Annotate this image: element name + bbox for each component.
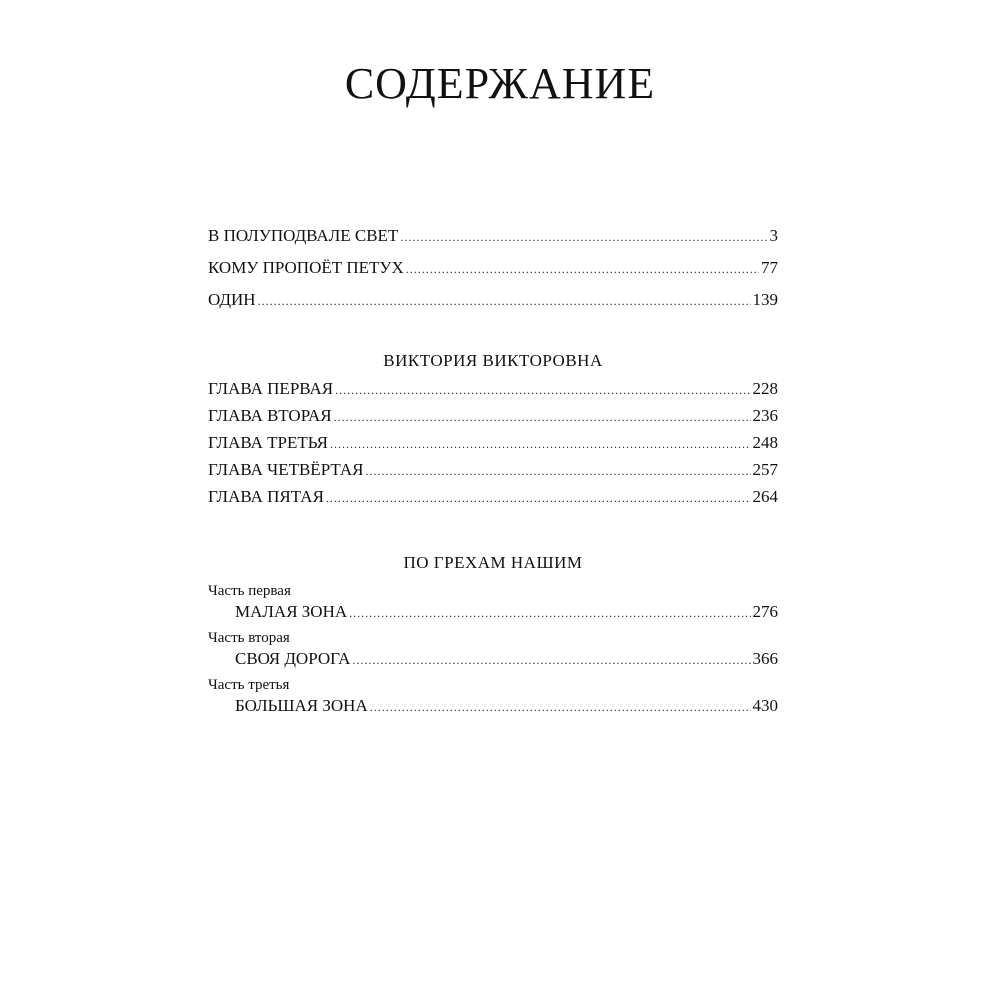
entry-page: 257 — [752, 460, 778, 479]
section1-entries — [208, 378, 778, 508]
entry-title: ГЛАВА ЧЕТВЁРТАЯ — [208, 460, 364, 479]
entry-title: КОМУ ПРОПОЁТ ПЕТУХ — [208, 258, 404, 277]
entry-page: 228 — [752, 379, 778, 398]
dot-leader — [370, 696, 751, 718]
entry-title: ГЛАВА ПЕРВАЯ — [208, 379, 334, 398]
page-title: СОДЕРЖАНИЕ — [344, 59, 656, 108]
toc-entry — [208, 225, 778, 247]
dot-leader — [330, 433, 751, 455]
entry-page: 139 — [752, 290, 778, 309]
part-label: Часть третья — [208, 677, 290, 693]
toc-entry — [208, 432, 778, 454]
dot-leader — [349, 602, 750, 624]
part-label: Часть первая — [208, 583, 291, 599]
entry-page: 366 — [752, 649, 778, 668]
entry-title: БОЛЬШАЯ ЗОНА — [235, 696, 368, 715]
dot-leader — [335, 379, 750, 401]
toc-entry — [208, 378, 778, 400]
entry-page: 248 — [752, 433, 778, 452]
entry-title: ОДИН — [208, 290, 256, 309]
entry-title: ГЛАВА ТРЕТЬЯ — [208, 433, 328, 452]
toc-entry — [208, 695, 778, 717]
toc-entry — [208, 486, 778, 508]
dot-leader — [258, 290, 751, 312]
entry-title: ГЛАВА ПЯТАЯ — [208, 487, 324, 506]
toc-entry — [208, 601, 778, 623]
entry-page: 77 — [761, 258, 778, 277]
dot-leader — [406, 258, 759, 280]
entry-title: СВОЯ ДОРОГА — [235, 649, 351, 668]
dot-leader — [366, 460, 751, 482]
toc-top-entries — [208, 225, 778, 311]
dot-leader — [400, 226, 767, 248]
section-heading: ПО ГРЕХАМ НАШИМ — [403, 553, 583, 572]
entry-page: 236 — [752, 406, 778, 425]
toc-entry — [208, 459, 778, 481]
entry-title: В ПОЛУПОДВАЛЕ СВЕТ — [208, 226, 399, 245]
dot-leader — [352, 649, 750, 671]
dot-leader — [326, 487, 751, 509]
entry-page: 264 — [752, 487, 778, 506]
entry-title: ГЛАВА ВТОРАЯ — [208, 406, 332, 425]
part-label: Часть вторая — [208, 630, 290, 646]
dot-leader — [334, 406, 751, 428]
section-heading: ВИКТОРИЯ ВИКТОРОВНА — [383, 351, 603, 370]
toc-entry — [208, 289, 778, 311]
entry-page: 276 — [752, 602, 778, 621]
toc-entry — [208, 405, 778, 427]
toc-entry — [208, 648, 778, 670]
entry-page: 3 — [769, 226, 778, 245]
section2-entries — [208, 581, 778, 717]
entry-title: МАЛАЯ ЗОНА — [235, 602, 348, 621]
toc-entry — [208, 257, 778, 279]
entry-page: 430 — [752, 696, 778, 715]
